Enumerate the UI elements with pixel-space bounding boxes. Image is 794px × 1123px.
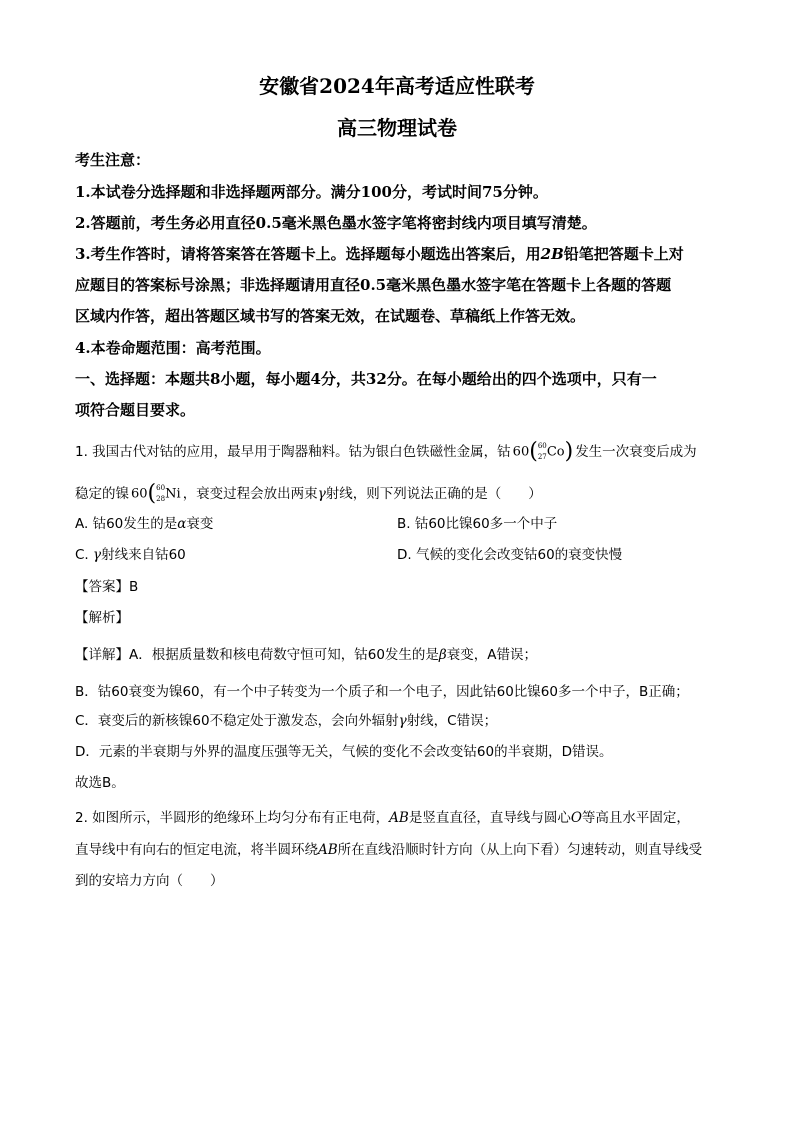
q1-option-c: C. γ射线来自钴60 xyxy=(75,547,186,563)
q2-stem-line-2: 直导线中有向右的恒定电流，将半圆环绕AB所在直线沿顺时针方向（从上向下看）匀速转动，则直导线受 xyxy=(75,842,703,858)
q1-option-b: B. 钴60比镍60多一个中子 xyxy=(397,516,558,532)
notice-item-2: 2.答题前，考生务必用直径0.5毫米黑色墨水签字笔将密封线内项目填写清楚。 xyxy=(75,214,597,232)
nickel-60-nuclide: 60( 60 28 Ni xyxy=(131,481,181,506)
notice-item-1: 1.本试卷分选择题和非选择题两部分。满分100分，考试时间75分钟。 xyxy=(75,183,548,201)
q1-detail-d: D．元素的半衰期与外界的温度压强等无关，气候的变化不会改变钴60的半衰期，D错误。 xyxy=(75,744,613,760)
notice-item-3-line-1: 3.考生作答时，请将答案答在答题卡上。选择题每小题选出答案后，用2B铅笔把答题卡上对 xyxy=(75,245,684,263)
q1-detail-a: 【详解】A．根据质量数和核电荷数守恒可知，钴60发生的是β衰变，A错误； xyxy=(75,647,537,663)
exam-subtitle: 高三物理试卷 xyxy=(337,116,457,140)
notice-item-3-line-3: 区域内作答，超出答题区域书写的答案无效，在试题卷、草稿纸上作答无效。 xyxy=(75,307,586,325)
q2-stem-line-3: 到的安培力方向（ ） xyxy=(75,873,224,889)
q1-option-a: A. 钴60发生的是α衰变 xyxy=(75,516,214,532)
notice-heading: 考生注意： xyxy=(75,151,151,169)
q1-conclusion: 故选B。 xyxy=(75,775,125,791)
q1-detail-c: C．衰变后的新核镍60不稳定处于激发态，会向外辐射γ射线，C错误； xyxy=(75,713,498,729)
q1-answer: 【答案】B xyxy=(75,579,139,595)
section-1-heading-line-2: 项符合题目要求。 xyxy=(75,401,196,419)
q1-detail-b: B．钴60衰变为镍60，有一个中子转变为一个质子和一个电子，因此钴60比镍60多一个中子，B正确； xyxy=(75,684,689,700)
q2-stem-line-1: 2. 如图所示，半圆形的绝缘环上均匀分布有正电荷，AB是竖直直径，直导线与圆心O等高且水平固定， xyxy=(75,810,690,826)
notice-item-4: 4.本卷命题范围：高考范围。 xyxy=(75,339,271,357)
notice-item-3-line-2: 应题目的答案标号涂黑；非选择题请用直径0.5毫米黑色墨水签字笔在答题卡上各题的答题 xyxy=(75,276,672,294)
q1-stem-line-2: 稳定的镍 60( 60 28 Ni ，衰变过程会放出两束γ射线，则下列说法正确的是（ ） xyxy=(75,481,542,506)
q1-analysis-label: 【解析】 xyxy=(75,610,129,626)
pencil-grade: 2B xyxy=(540,245,564,263)
q1-stem-line-1: 1. 我国古代对钴的应用，最早用于陶器釉料。钴为银白色铁磁性金属，钴 60( 60 27 Co) 发生一次衰变后成为 xyxy=(75,439,697,464)
q1-option-d: D. 气候的变化会改变钴60的衰变快慢 xyxy=(397,547,623,563)
exam-title: 安徽省2024年高考适应性联考 xyxy=(259,74,535,98)
cobalt-60-nuclide: 60( 60 27 Co) xyxy=(512,439,574,464)
section-1-heading-line-1: 一、选择题：本题共8小题，每小题4分，共32分。在每小题给出的四个选项中，只有一 xyxy=(75,370,657,388)
